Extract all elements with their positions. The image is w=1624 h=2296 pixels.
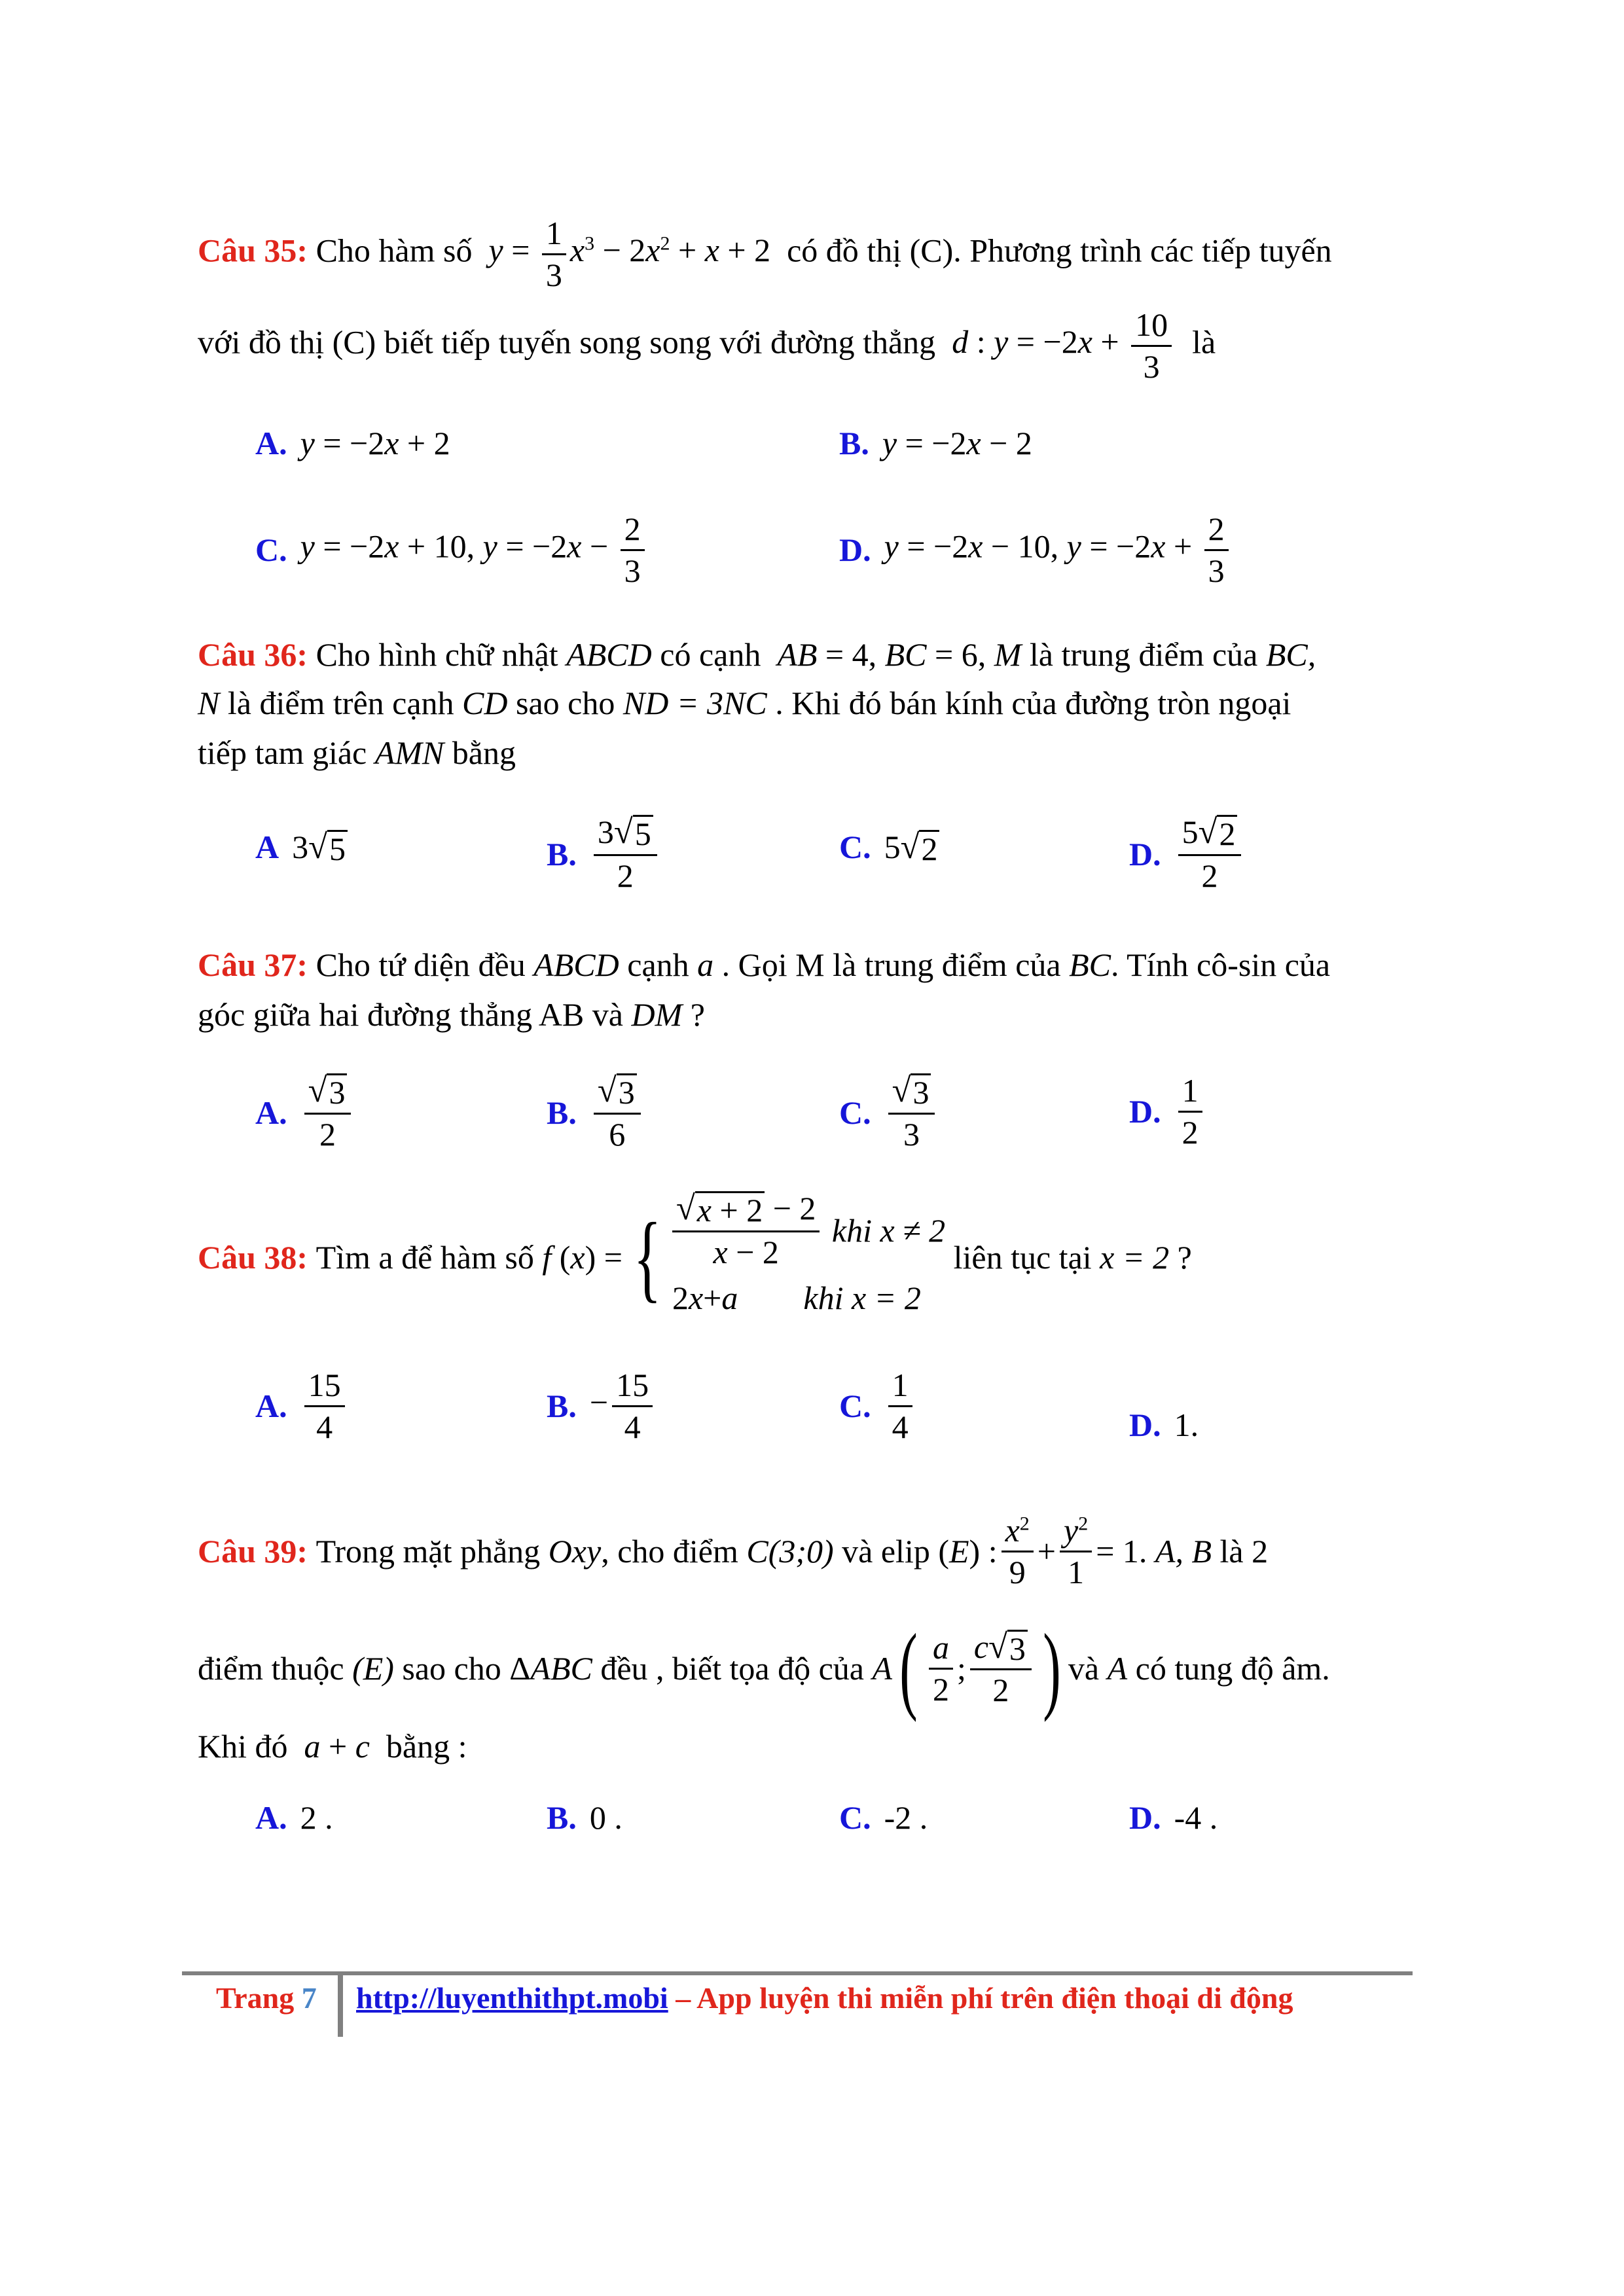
q36-option-a[interactable] [255, 828, 348, 867]
option-label: B. [547, 1799, 577, 1836]
question-36-line3: tiếp tam giác AMN bằng [198, 734, 516, 771]
question-39-number: Câu 39: [198, 1533, 308, 1570]
option-label: D. [1129, 1093, 1161, 1130]
question-39: Câu 39: Trong mặt phẳng Oxy , cho điểm C(3;0) và elip ( E ) : $\frac{x^2}{9}$ + $\frac{y^2}{1}$ = 1 . A, B là 2 [198, 1512, 1269, 1590]
q39-text: Trong mặt phẳng [316, 1533, 541, 1570]
q37-option-a[interactable] [255, 1073, 355, 1151]
option-label: D. [839, 531, 871, 568]
q35-text: có đồ thị (C). Phương trình các tiếp tuyến [787, 232, 1332, 269]
option-label: A [255, 829, 280, 866]
question-35-number: Câu 35: [198, 232, 308, 269]
option-label: B. [547, 1388, 577, 1424]
option-value: y = −2x + 2 [300, 425, 450, 461]
q39-option-a[interactable] [255, 1799, 333, 1837]
q37-option-c[interactable] [839, 1073, 939, 1151]
q37-text: góc giữa hai đường thẳng AB và [198, 996, 623, 1033]
q38-text: liên tục tại [953, 1238, 1092, 1276]
q37-text: Cho tứ diện đều [316, 946, 526, 983]
option-label: C. [839, 829, 871, 866]
q36-option-b[interactable] [547, 815, 661, 893]
q39-text: bằng : [386, 1728, 467, 1765]
question-37-number: Câu 37: [198, 946, 308, 983]
option-value: $\frac{1}{2}$ [1174, 1073, 1206, 1149]
option-value: 2 . [300, 1799, 333, 1836]
q37-text: cạnh [627, 946, 689, 983]
q35-option-b[interactable] [839, 424, 1032, 462]
option-label: B. [547, 1094, 577, 1131]
option-label: A. [255, 1799, 287, 1836]
option-value: 3 √ 5 [292, 828, 348, 867]
q36-text: bằng [452, 734, 516, 771]
option-label: C. [255, 531, 287, 568]
option-value: 3 √ 5 2 [590, 815, 661, 893]
option-value: 5 √ 2 [884, 828, 940, 867]
q35-option-c[interactable] [255, 512, 649, 588]
option-value: -2 . [884, 1799, 928, 1836]
question-35 [198, 216, 1441, 292]
q36-text: có cạnh [660, 636, 761, 673]
q38-piecewise: f ( x ) = { √ x + 2 − 2 x − 2 khi x ≠ 2 2 x + a khi x = 2 [534, 1191, 945, 1323]
option-label: C. [839, 1094, 871, 1131]
question-38: Câu 38: Tìm a để hàm số f ( x ) = { √ x + 2 − 2 x − 2 khi x ≠ 2 2 x + a khi x = 2 liên tục tại x = 2 ? [198, 1191, 1441, 1323]
question-36-line2: N là điểm trên cạnh CD sao cho ND = 3NC . Khi đó bán kính của đường tròn ngoại [198, 685, 1291, 721]
option-value: y = −2x + 10, y = −2x − $\frac{2}{3}$ [300, 512, 649, 588]
q36-option-d[interactable] [1129, 815, 1245, 893]
q36-text: là điểm trên cạnh [227, 685, 454, 721]
option-label: A. [255, 1094, 287, 1131]
option-value: y = −2x − 2 [882, 425, 1032, 461]
question-38-number: Câu 38: [198, 1238, 308, 1276]
option-value: y = −2x − 10, y = −2x + $\frac{2}{3}$ [884, 512, 1233, 588]
q39-text: và [1068, 1650, 1100, 1687]
q35-text: Cho hàm số [316, 232, 473, 269]
footer-text [356, 1981, 1293, 2015]
option-label: B. [547, 835, 577, 872]
question-37: Câu 37: Cho tứ diện đều ABCD cạnh a . Gọi M là trung điểm của BC. Tính cô-sin của [198, 946, 1331, 983]
q38-text: ? [1177, 1238, 1192, 1276]
footer-vertical-divider [338, 1975, 343, 2037]
q39-text: và elip [842, 1533, 930, 1570]
q39-ellipse: ( E ) : $\frac{x^2}{9}$ + $\frac{y^2}{1}$ = 1 [929, 1512, 1139, 1590]
option-label: A. [255, 1388, 287, 1424]
q36-option-c[interactable] [839, 828, 939, 867]
option-value: 1. [1174, 1407, 1199, 1443]
option-label: C. [839, 1388, 871, 1424]
q35-text: là [1192, 323, 1216, 361]
q35-option-d[interactable] [839, 512, 1233, 588]
q36-text: là trung điểm của [1029, 636, 1258, 673]
page-number: 7 [301, 1981, 317, 2015]
option-label: B. [839, 425, 869, 461]
option-value: 0 . [589, 1799, 623, 1836]
q37-option-d[interactable] [1129, 1073, 1206, 1149]
q35-line-d: d : y = −2x + $\frac{10}{3}$ [944, 323, 1184, 360]
question-36-number: Câu 36: [198, 636, 308, 673]
footer-tagline: – App luyện thi miễn phí trên điện thoại di động [668, 1981, 1293, 2015]
q39-point-a: A ( $\frac{a}{2}$ ; c √ 3 2 ) [872, 1614, 1061, 1723]
footer-divider [182, 1971, 1413, 1975]
question-37-line2: góc giữa hai đường thẳng AB và DM ? [198, 996, 705, 1033]
q38-option-a[interactable] [255, 1368, 349, 1444]
q37-text: ? [690, 996, 705, 1033]
q38-condition-2: khi x = 2 [803, 1280, 921, 1316]
option-label: D. [1129, 835, 1161, 872]
option-label: D. [1129, 1407, 1161, 1443]
q39-option-c[interactable] [839, 1799, 928, 1837]
q38-condition-1: khi x ≠ 2 [831, 1211, 946, 1249]
q36-text: Cho hình chữ nhật [316, 636, 558, 673]
option-value: − $\frac{15}{4}$ [590, 1368, 657, 1444]
q37-text: . Gọi M là trung điểm của [721, 946, 1061, 983]
footer-link[interactable]: http://luyenthithpt.mobi [356, 1981, 668, 2015]
option-value: -4 . [1174, 1799, 1218, 1836]
q38-option-b[interactable] [547, 1368, 657, 1444]
footer-page-number [216, 1981, 317, 2015]
page-label: Trang [216, 1981, 295, 2015]
question-39-line2: điểm thuộc (E) sao cho ΔABC đều , biết tọa độ của A ( $\frac{a}{2}$ ; c √ 3 2 ) và A có tung độ âm. [198, 1614, 1330, 1723]
option-label: D. [1129, 1799, 1161, 1836]
q36-text: sao cho [516, 685, 615, 721]
question-39-line3: Khi đó a + c bằng : [198, 1728, 467, 1765]
q35-option-a[interactable] [255, 424, 450, 462]
option-value: $\frac{15}{4}$ [300, 1368, 349, 1444]
option-value: √ 3 6 [590, 1073, 645, 1151]
q39-text: đều , biết tọa độ của [600, 1650, 864, 1687]
q39-option-d[interactable] [1129, 1799, 1218, 1837]
q39-text: là 2 [1219, 1533, 1269, 1570]
option-label: A. [255, 425, 287, 461]
q37-text: . Tính cô-sin của [1111, 946, 1331, 983]
q38-option-c[interactable] [839, 1368, 916, 1444]
q37-option-b[interactable] [547, 1073, 645, 1151]
option-value: √ 3 3 [884, 1073, 939, 1151]
option-value: $\frac{1}{4}$ [884, 1368, 916, 1444]
q35-function: y = $\frac{1}{3}$ $x^3 - 2x^2 + x + 2$ [488, 215, 779, 293]
q39-text: Khi đó [198, 1728, 288, 1765]
option-label: C. [839, 1799, 871, 1836]
brace-icon: { [633, 1202, 662, 1312]
q39-text: sao cho [402, 1650, 501, 1687]
q38-text: Tìm a để hàm số [316, 1238, 534, 1276]
q39-text: có tung độ âm. [1135, 1650, 1330, 1687]
option-value: 5 √ 2 2 [1174, 815, 1246, 893]
q39-text: điểm thuộc [198, 1650, 344, 1687]
question-35-line2 [198, 308, 1441, 384]
q39-text: , cho điểm [601, 1533, 738, 1570]
q39-option-b[interactable] [547, 1799, 623, 1837]
q38-option-d[interactable] [1129, 1406, 1199, 1444]
q36-text: . Khi đó bán kính của đường tròn ngoại [775, 685, 1291, 721]
option-value: √ 3 2 [300, 1073, 355, 1151]
q35-text: với đồ thị (C) biết tiếp tuyến song song với đường thẳng [198, 323, 936, 361]
q36-text: tiếp tam giác [198, 734, 367, 771]
question-36: Câu 36: Cho hình chữ nhật ABCD có cạnh AB = 4, BC = 6, M là trung điểm của BC, [198, 636, 1316, 673]
